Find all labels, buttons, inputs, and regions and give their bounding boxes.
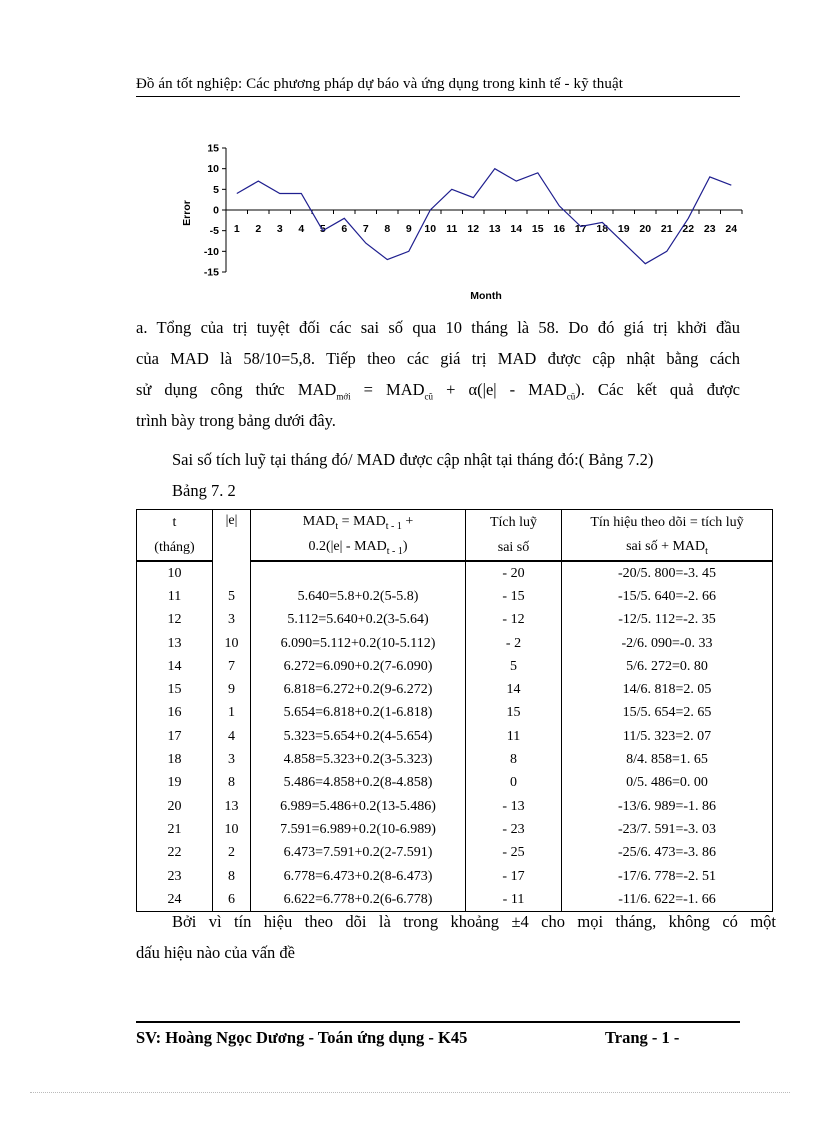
caption-line-1: Sai số tích luỹ tại tháng đó/ MAD được cập nhật tại tháng đó:( Bảng 7.2) (172, 450, 654, 469)
cell-mad: 5.486=4.858+0.2(8-4.858) (251, 772, 466, 795)
cell-month: 17 (137, 725, 213, 748)
chart-x-tick-label: 5 (319, 223, 326, 235)
cell-tracking-signal: -12/5. 112=-2. 35 (562, 609, 773, 632)
table-row (137, 818, 773, 841)
chart-y-ticks (204, 143, 226, 279)
cell-month: 19 (137, 772, 213, 795)
cell-tracking-signal: -20/5. 800=-3. 45 (562, 561, 773, 585)
chart-x-tick-label: 17 (574, 223, 587, 235)
chart-x-tick-label: 3 (276, 223, 283, 235)
table-body (137, 561, 773, 912)
chart-x-tick-label: 9 (405, 223, 412, 235)
col-head-mad-1: $MAD_t = MAD_{t - 1}$ + (251, 510, 466, 536)
cell-month: 16 (137, 702, 213, 725)
paragraph-b-line-1: Bởi vì tín hiệu theo dõi là trong khoảng ±4 cho mọi tháng, không có một (172, 912, 776, 931)
cell-abs-error: 2 (213, 842, 251, 865)
cell-month: 22 (137, 842, 213, 865)
cell-cumulative-error: - 2 (466, 632, 562, 655)
chart-y-tick-label: 5 (213, 183, 219, 196)
cell-mad: 5.323=5.654+0.2(4-5.654) (251, 725, 466, 748)
paragraph-a-last (136, 405, 740, 436)
table-row (137, 609, 773, 632)
cell-tracking-signal: -15/5. 640=-2. 66 (562, 585, 773, 608)
chart-x-tick-label: 24 (725, 223, 738, 235)
chart-y-tick-label: -5 (209, 225, 219, 238)
paragraph-a-line-4: trình bày trong bảng dưới đây. (136, 411, 336, 430)
paragraph-a (136, 312, 740, 412)
paragraph-a-line-3: sử dụng công thức $MAD_{mới} = MAD_{cũ} + \alpha(|e| - MAD_{cũ})$. Các kết quả được (136, 380, 740, 402)
col-head-abs-e: |e| (213, 510, 251, 562)
cell-month: 21 (137, 818, 213, 841)
col-head-signal-1: Tín hiệu theo dõi = tích luỹ (562, 510, 773, 536)
chart-y-tick-label: 0 (213, 204, 219, 217)
cell-cumulative-error: - 25 (466, 842, 562, 865)
header-rule (136, 96, 740, 97)
cell-month: 18 (137, 748, 213, 771)
cell-mad: 6.778=6.473+0.2(8-6.473) (251, 865, 466, 888)
page-header: Đồ án tốt nghiệp: Các phương pháp dự báo và ứng dụng trong kinh tế - kỹ thuật (136, 76, 624, 92)
cell-cumulative-error: - 17 (466, 865, 562, 888)
cell-abs-error: 3 (213, 609, 251, 632)
chart-x-tick-label: 7 (362, 223, 369, 235)
cell-mad: 5.640=5.8+0.2(5-5.8) (251, 585, 466, 608)
cell-mad: 7.591=6.989+0.2(10-6.989) (251, 818, 466, 841)
paragraph-b-line-2: dấu hiệu nào của vấn đề (136, 943, 295, 962)
cell-cumulative-error: - 15 (466, 585, 562, 608)
chart-y-tick-label: -15 (203, 266, 219, 279)
cell-mad: 5.112=5.640+0.2(3-5.64) (251, 609, 466, 632)
cell-abs-error: 4 (213, 725, 251, 748)
cell-mad: 6.989=5.486+0.2(13-5.486) (251, 795, 466, 818)
cell-cumulative-error: 5 (466, 655, 562, 678)
cell-tracking-signal: 5/6. 272=0. 80 (562, 655, 773, 678)
cell-abs-error: 1 (213, 702, 251, 725)
cell-month: 15 (137, 678, 213, 701)
col-head-t: t (137, 510, 213, 536)
cell-tracking-signal: -13/6. 989=-1. 86 (562, 795, 773, 818)
chart-x-tick-label: 10 (424, 223, 437, 235)
caption-table-number: Bảng 7. 2 (172, 481, 236, 500)
table-row (137, 632, 773, 655)
table-row (137, 772, 773, 795)
chart-x-tick-label: 21 (660, 223, 673, 235)
col-head-mad-2: $0.2(|e| - MAD_{t - 1})$ (251, 535, 466, 561)
cell-month: 24 (137, 888, 213, 912)
chart-x-tick-label: 18 (596, 223, 609, 235)
cell-abs-error: 5 (213, 585, 251, 608)
footer-author: SV: Hoàng Ngọc Dương - Toán ứng dụng - K45 (136, 1028, 468, 1047)
chart-x-tick-label: 15 (531, 223, 544, 235)
col-head-cum-2: sai số (466, 535, 562, 561)
paragraph-a-line-2: của MAD là 58/10=5,8. Tiếp theo các giá trị MAD được cập nhật bằng cách (136, 349, 740, 368)
cell-mad: 6.272=6.090+0.2(7-6.090) (251, 655, 466, 678)
chart-x-tick-label: 13 (488, 223, 501, 235)
cell-cumulative-error: - 13 (466, 795, 562, 818)
table-row (137, 865, 773, 888)
chart-x-axis-label: Month (470, 290, 502, 302)
cell-abs-error: 10 (213, 818, 251, 841)
table-row (137, 842, 773, 865)
chart-x-tick-label: 6 (341, 223, 348, 235)
chart-y-tick-label: 10 (207, 163, 219, 176)
chart-y-tick-label: -10 (203, 245, 219, 258)
cell-mad: 6.473=7.591+0.2(2-7.591) (251, 842, 466, 865)
cell-tracking-signal: -23/7. 591=-3. 03 (562, 818, 773, 841)
cell-cumulative-error: - 11 (466, 888, 562, 912)
cell-tracking-signal: 0/5. 486=0. 00 (562, 772, 773, 795)
table-row (137, 725, 773, 748)
paragraph-b (136, 906, 776, 937)
chart-x-tick-label: 1 (233, 223, 240, 235)
table-row (137, 585, 773, 608)
cell-tracking-signal: 15/5. 654=2. 65 (562, 702, 773, 725)
chart-y-tick-label: 15 (207, 142, 219, 155)
cell-tracking-signal: 11/5. 323=2. 07 (562, 725, 773, 748)
cell-tracking-signal: -17/6. 778=-2. 51 (562, 865, 773, 888)
cell-month: 10 (137, 561, 213, 585)
chart-x-tick-label: 16 (553, 223, 566, 235)
chart-y-axis-label: Error (181, 200, 193, 226)
table-row (137, 678, 773, 701)
cell-tracking-signal: -25/6. 473=-3. 86 (562, 842, 773, 865)
cell-cumulative-error: 8 (466, 748, 562, 771)
cell-mad: 6.090=5.112+0.2(10-5.112) (251, 632, 466, 655)
cell-abs-error: 6 (213, 888, 251, 912)
table-row (137, 748, 773, 771)
cell-month: 12 (137, 609, 213, 632)
mad-tracking-table (136, 509, 773, 912)
cell-tracking-signal: -11/6. 622=-1. 66 (562, 888, 773, 912)
table-row (137, 561, 773, 585)
cell-month: 23 (137, 865, 213, 888)
chart-x-tick-label: 19 (617, 223, 630, 235)
error-line-chart (176, 140, 752, 310)
cell-abs-error: 3 (213, 748, 251, 771)
cell-abs-error: 7 (213, 655, 251, 678)
chart-x-tick-label: 4 (298, 223, 305, 235)
cell-cumulative-error: 0 (466, 772, 562, 795)
table-row (137, 655, 773, 678)
chart-x-tick-label: 22 (682, 223, 695, 235)
footer-page-number: Trang - 1 - (605, 1028, 680, 1047)
cell-abs-error: 9 (213, 678, 251, 701)
col-head-month: (tháng) (137, 535, 213, 561)
col-head-signal-2: sai số + $MAD_t$ (562, 535, 773, 561)
cell-abs-error: 13 (213, 795, 251, 818)
chart-x-ticks (226, 210, 742, 235)
cell-cumulative-error: - 20 (466, 561, 562, 585)
footer-rule (136, 1021, 740, 1023)
cell-cumulative-error: 14 (466, 678, 562, 701)
cell-tracking-signal: 14/6. 818=2. 05 (562, 678, 773, 701)
col-head-cum-1: Tích luỹ (466, 510, 562, 536)
paragraph-b-cont (136, 937, 740, 968)
cell-tracking-signal: -2/6. 090=-0. 33 (562, 632, 773, 655)
chart-x-tick-label: 12 (467, 223, 480, 235)
cell-mad: 5.654=6.818+0.2(1-6.818) (251, 702, 466, 725)
cell-mad: 6.622=6.778+0.2(6-6.778) (251, 888, 466, 912)
chart-x-tick-label: 8 (384, 223, 391, 235)
cell-abs-error: 8 (213, 865, 251, 888)
cell-abs-error: 10 (213, 632, 251, 655)
chart-x-tick-label: 20 (639, 223, 652, 235)
cell-abs-error: 8 (213, 772, 251, 795)
table-row (137, 702, 773, 725)
cell-mad (251, 561, 466, 585)
cell-mad: 6.818=6.272+0.2(9-6.272) (251, 678, 466, 701)
cell-month: 20 (137, 795, 213, 818)
cell-cumulative-error: 15 (466, 702, 562, 725)
chart-x-tick-label: 23 (703, 223, 716, 235)
cell-tracking-signal: 8/4. 858=1. 65 (562, 748, 773, 771)
page-bottom-dotted-line (30, 1092, 790, 1093)
cell-abs-error (213, 561, 251, 585)
cell-month: 11 (137, 585, 213, 608)
cell-cumulative-error: - 23 (466, 818, 562, 841)
cell-mad: 4.858=5.323+0.2(3-5.323) (251, 748, 466, 771)
chart-x-tick-label: 11 (446, 223, 458, 235)
paragraph-a-line-1: a. Tổng của trị tuyệt đối các sai số qua 10 tháng là 58. Do đó giá trị khởi đầu (136, 318, 740, 337)
cell-cumulative-error: - 12 (466, 609, 562, 632)
table-caption (136, 444, 776, 506)
chart-x-tick-label: 14 (510, 223, 523, 235)
cell-month: 14 (137, 655, 213, 678)
chart-x-tick-label: 2 (255, 223, 262, 235)
cell-month: 13 (137, 632, 213, 655)
cell-cumulative-error: 11 (466, 725, 562, 748)
table-row (137, 795, 773, 818)
error-series-line (237, 169, 732, 264)
